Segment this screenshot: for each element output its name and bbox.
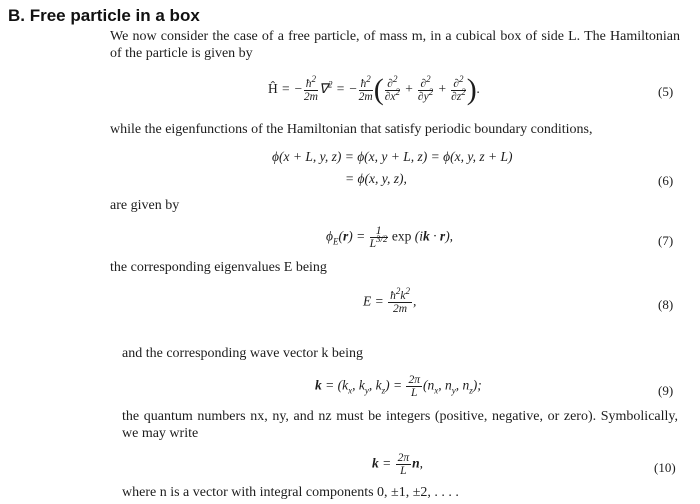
given-by-paragraph: are given by	[110, 198, 180, 213]
equation-number-6: (6)	[658, 173, 674, 188]
intro-paragraph: We now consider the case of a free particle, of mass m, in a cubical box of side L. The Hamiltonian of the particle is given by	[110, 29, 680, 61]
equation-number-5: (5)	[658, 84, 674, 99]
wavevector-paragraph: and the corresponding wave vector k being	[122, 346, 364, 361]
equation-k-vector: k = $\frac{2\pi}{L}$ n,	[372, 452, 424, 477]
equation-periodic-boundary-line2: = ϕ(x, y, z),	[345, 171, 407, 186]
equation-number-7: (7)	[658, 233, 674, 248]
quantum-numbers-paragraph: the quantum numbers nx, ny, and nz must be integers (positive, negative, or zero). Symbolically, we may write	[122, 409, 678, 441]
equation-eigenfunction: $\phi_E(r)$ = $\frac{1}{L^{3/2}}$ exp (ik · r),	[326, 225, 454, 250]
equation-hamiltonian: Ĥ = − $\frac{ħ^2}{2m}$ ∇$^2$ = − $\frac{ħ^2}{2m}$ ( $\frac{\partial^2}{\partial x^2}$ + $\frac{\partial^2}{\partial y^2}$ + $\frac{\partial^2}{\partial z^2}$ ).	[268, 73, 481, 106]
eigenvalues-paragraph: the corresponding eigenvalues E being	[110, 260, 327, 275]
equation-periodic-boundary: ϕ(x + L, y, z) = ϕ(x, y + L, z) = ϕ(x, y, z + L)	[272, 149, 513, 164]
equation-number-10: (10)	[654, 460, 676, 475]
equation-wavevector: $k = (k_x$, $k_y$, $k_z$) = $\frac{2\pi}{L}$ ($n_x$, $n_y$, $n_z$);	[315, 374, 482, 399]
equation-energy: E = $\frac{ħ^2k^2}{2m}$ ,	[363, 286, 417, 315]
periodic-paragraph: while the eigenfunctions of the Hamiltonian that satisfy periodic boundary conditions,	[110, 122, 593, 137]
equation-number-8: (8)	[658, 297, 674, 312]
where-paragraph: where n is a vector with integral components 0, ±1, ±2, . . . .	[122, 485, 459, 500]
equation-number-9: (9)	[658, 383, 674, 398]
section-heading: B. Free particle in a box	[8, 6, 200, 25]
